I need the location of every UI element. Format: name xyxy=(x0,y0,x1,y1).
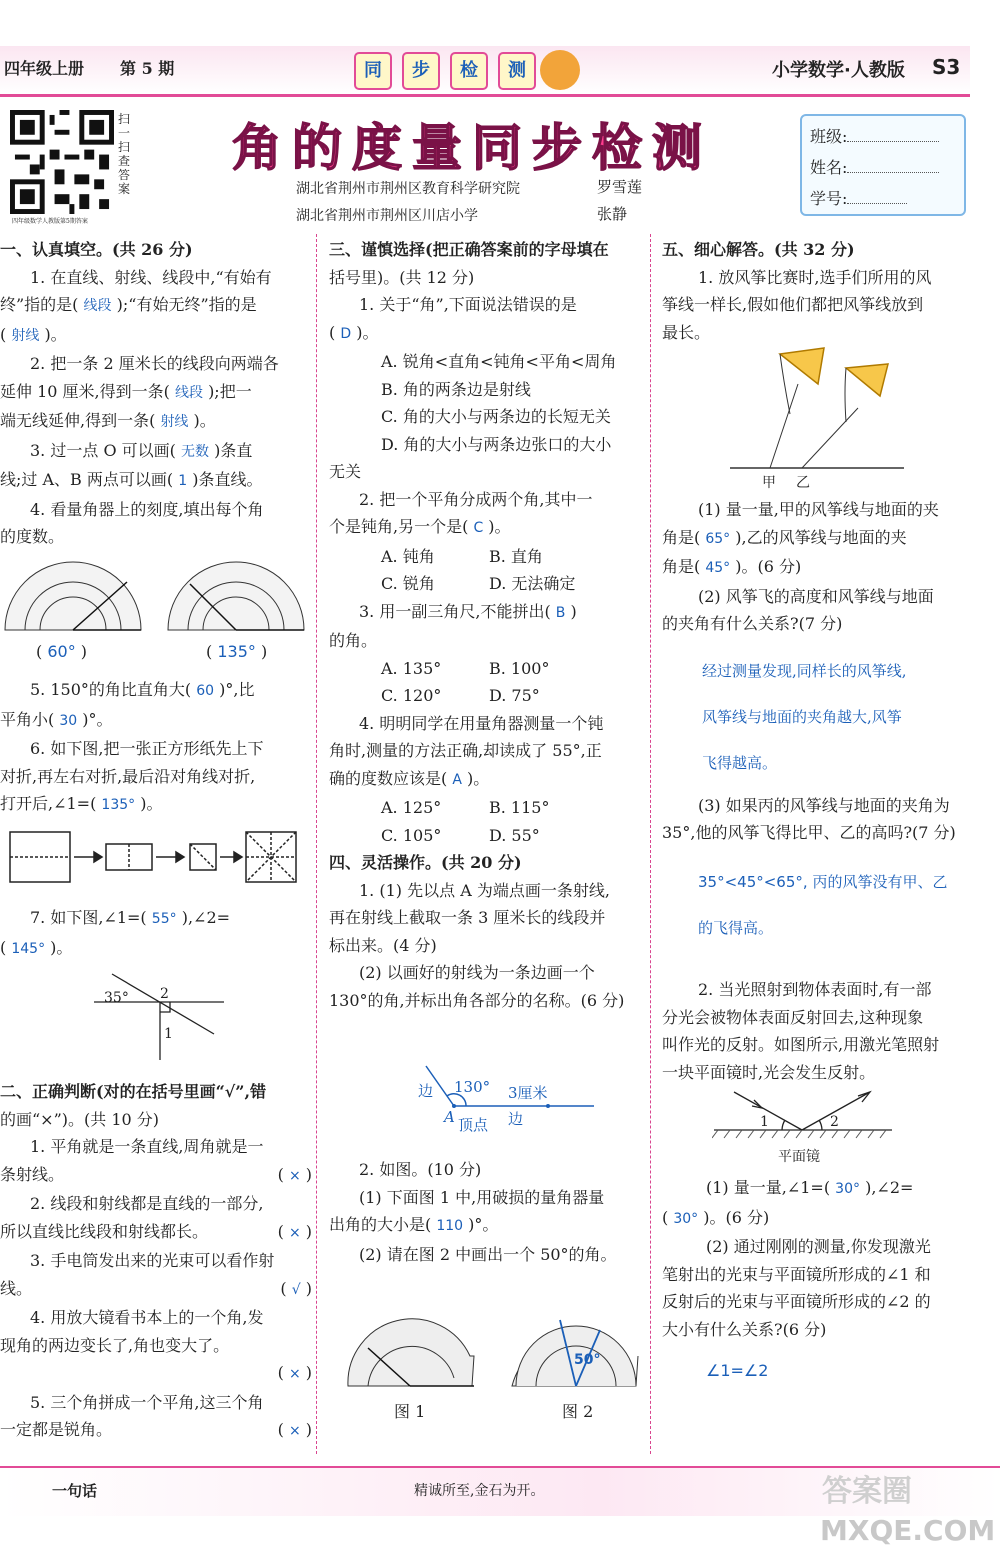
op-1-label-vertex: 顶点 xyxy=(458,1116,489,1134)
choice-2-answer: C xyxy=(473,520,484,536)
q1-2-text-e: )。 xyxy=(193,411,216,430)
judge-5-text-b: 一定都是锐角。 xyxy=(0,1420,113,1439)
q1-5-answer-1: 60 xyxy=(196,683,215,699)
q1-2-text-c: );把一 xyxy=(208,381,252,401)
judge-2-text: 2. 线段和射线都是直线的一部分, xyxy=(30,1194,264,1213)
q1-1-answer-1: 线段 xyxy=(83,298,112,314)
column-divider-1 xyxy=(316,234,317,1454)
q1-1-text-d: ( xyxy=(0,324,7,344)
q1-7-answer-2: 145° xyxy=(11,940,46,957)
section-3-heading-b: 括号里)。(共 12 分) xyxy=(329,267,475,287)
fig1-caption: 图 1 xyxy=(394,1402,426,1421)
q1-4-text-b: 的度数。 xyxy=(0,527,65,546)
section-3: 三、谨慎选择(把正确答案前的字母填在 括号里)。(共 12 分) 1. 关于“角”,下面说法错误的是 ( D )。 A. 锐角<直角<钝角<平角<周角 B. 角的两条边是射线 C. 角的大小与两条边的长短无关 D. 角的大小与两条边张口的大小 无关 2. 把一个平角分成两个角,其中一 个是钝角,另一个是( C )。 A. 钝角 B. 直角 C. 锐角 D. 无法确定 3. 用一副三角尺,不能拼出( B ) 的角。 A. 135° B. 100° C. 120° D. 75° 4. 明明同学在用量角器测量一个钝 角时,测量的方法正确,却读成了 55°,正 确的度数应该是( A )。 A. 125° B. 115° C. 105° D. 55° 四、灵活操作。(共 20 分) 1. (1) 先以点 A 为端点画一条射线, 再在射线上截取一条 3 厘米长的线段并 标出来。(4 分) (2) 以画好的射线为一条边画一个 130°的角,并标出角各部分的名称。(6 分) xyxy=(329,236,639,1014)
op-2-text-d: )°。 xyxy=(468,1215,499,1234)
mirror-label-1: 1 xyxy=(760,1114,769,1130)
q1-6-text-b: 对折,再左右对折,最后沿对角线对折, xyxy=(0,766,256,786)
choice-2-opt-d: D. 无法确定 xyxy=(489,574,576,593)
q1-4-answer-1: 60° xyxy=(47,642,76,661)
section-1-heading: 一、认真填空。(共 26 分) xyxy=(0,240,193,259)
q1-7-answer-1: 55° xyxy=(151,911,177,927)
q1-7-label-2: 2 xyxy=(160,986,169,1002)
op-1-label-length: 3厘米 xyxy=(508,1084,548,1102)
judge-1-text-b: 条射线。 xyxy=(0,1164,65,1184)
author-name-1: 罗雪莲 xyxy=(597,178,643,196)
choice-3-opt-c: C. 120° xyxy=(381,686,442,705)
protractor-2 xyxy=(168,562,304,630)
qr-caption: 四年级数学人教版第5期答案 xyxy=(12,218,88,225)
footer-left-label: 一句话 xyxy=(52,1482,98,1500)
q1-5-answer-2: 30 xyxy=(59,712,78,729)
choice-4-opt-b: B. 115° xyxy=(489,798,550,817)
q1-1-text-c: );“有始无终”指的是 xyxy=(116,295,257,314)
page-title: 角的度量同步检测 xyxy=(232,118,712,177)
choice-3-opt-a: A. 135° xyxy=(381,658,442,678)
tag-3: 检 xyxy=(450,52,488,90)
op-2-text-b: (1) 下面图 1 中,用破损的量角器量 xyxy=(359,1187,605,1207)
q1-1-text: 1. 在直线、射线、线段中,“有始有 xyxy=(30,267,272,287)
student-info-box xyxy=(800,114,966,216)
fig2-caption: 图 2 xyxy=(562,1402,594,1421)
solve-1-p2-text-b: 的夹角有什么关系?(7 分) xyxy=(662,614,843,633)
judge-2-paren: ( × ) xyxy=(277,1221,312,1241)
q1-5-text-b: )°,比 xyxy=(219,680,255,699)
hw2-line-3: 飞得越高。 xyxy=(702,753,778,772)
op-1-text-d: (2) 以画好的射线为一条边画一个 xyxy=(359,963,595,982)
solve-2-text-a: 2. 当光照射到物体表面时,有一部 xyxy=(698,980,932,999)
solve-2-text-d: 一块平面镜时,光会发生反射。 xyxy=(662,1062,876,1082)
solve-1-p1-text-d: 角是( xyxy=(662,557,701,576)
choice-4-opt-a: A. 125° xyxy=(381,798,442,817)
choice-4-text: 4. 明明同学在用量角器测量一个钝 xyxy=(359,713,604,733)
choice-1-answer: D xyxy=(340,325,352,342)
judge-2-text-b: 所以直线比线段和射线都长。 xyxy=(0,1221,209,1241)
choice-1-opt-c: C. 角的大小与两条边的长短无关 xyxy=(381,407,611,426)
judge-1-answer: × xyxy=(288,1167,301,1184)
section-2-heading-b: 的画“×”)。(共 10 分) xyxy=(0,1109,160,1129)
choice-2-opt-c: C. 锐角 xyxy=(381,574,435,593)
section-5 xyxy=(662,236,972,346)
kite-label-yi: 乙 xyxy=(796,475,810,491)
judge-3-answer: √ xyxy=(291,1281,301,1298)
judge-5-paren: ( × ) xyxy=(277,1420,312,1439)
page-number: S3 xyxy=(932,55,961,79)
op-1-text-c: 标出来。(4 分) xyxy=(329,935,437,955)
watermark-logo: 答案圈 xyxy=(822,1474,912,1509)
solve-2-answer-2: 30° xyxy=(673,1210,699,1227)
q1-1-text-e: )。 xyxy=(44,324,67,344)
op-1-text-a: 1. (1) 先以点 A 为端点画一条射线, xyxy=(359,880,610,900)
tag-1: 同 xyxy=(354,52,392,90)
solve-2-p1-text-c: ( xyxy=(662,1207,669,1227)
judge-4-text-b: 现角的两边变长了,角也变大了。 xyxy=(0,1335,230,1355)
kite-figure xyxy=(728,344,908,474)
op-1-label-side-1: 边 xyxy=(418,1082,434,1100)
tiger-mascot-icon xyxy=(540,50,580,90)
solve-1-handwriting-3 xyxy=(698,859,972,951)
op-2 xyxy=(329,1156,639,1268)
choice-4-opt-d: D. 55° xyxy=(489,825,540,845)
q1-6-text-c: 打开后,∠1=( xyxy=(0,794,97,813)
solve-2-p1-text-a: (1) 量一量,∠1=( xyxy=(706,1178,831,1197)
q1-1-answer-2: 射线 xyxy=(11,327,40,344)
solve-1-text-b: 筝线一样长,假如他们都把风筝线放到 xyxy=(662,295,924,314)
solve-2-p1-text-b: ),∠2= xyxy=(865,1178,914,1197)
judge-3-paren: ( √ ) xyxy=(280,1278,312,1298)
choice-4-text-c: 确的度数应该是( xyxy=(329,768,448,788)
op-2-text-a: 2. 如图。(10 分) xyxy=(359,1160,482,1179)
judge-1-paren: ( × ) xyxy=(277,1164,312,1184)
solve-2-p2-text-c: 反射后的光束与平面镜所形成的∠2 的 xyxy=(662,1292,931,1311)
judge-2-answer: × xyxy=(288,1224,301,1241)
paper-folding-figure xyxy=(8,830,298,886)
name-field[interactable] xyxy=(847,172,939,173)
op-1-text-e: 130°的角,并标出角各部分的名称。(6 分) xyxy=(329,990,625,1010)
choice-2-text-b: 个是钝角,另一个是( xyxy=(329,517,469,536)
q1-7-text-c: ( xyxy=(0,937,7,957)
section-2 xyxy=(0,1078,312,1446)
q1-2-answer-2: 射线 xyxy=(160,414,189,430)
solve-1-answer-1: 65° xyxy=(705,530,731,547)
choice-4-opt-c: C. 105° xyxy=(381,825,442,845)
op-2-text-e: (2) 请在图 2 中画出一个 50°的角。 xyxy=(359,1244,617,1264)
class-field[interactable] xyxy=(847,141,939,142)
q1-3-text-b: )条直 xyxy=(214,440,253,460)
op-1-label-angle: 130° xyxy=(454,1078,491,1096)
q1-5-text-d: )°。 xyxy=(82,709,113,729)
solve-1-handwriting-2 xyxy=(702,648,972,786)
solve-1-p3-text-a: (3) 如果丙的风筝线与地面的夹角为 xyxy=(698,795,950,815)
judge-4-paren: ( × ) xyxy=(277,1363,312,1382)
choice-1-paren: ( D )。 xyxy=(329,322,379,342)
mirror-caption: 平面镜 xyxy=(778,1149,820,1165)
mirror-reflection-figure xyxy=(712,1088,896,1142)
author-name-2: 张静 xyxy=(597,205,628,223)
qr-side-label: 扫一扫 查答案 xyxy=(118,112,131,196)
q1-7-label-35: 35° xyxy=(104,990,129,1006)
choice-1-opt-a: A. 锐角<直角<钝角<平角<周角 xyxy=(381,352,617,371)
op-1-label-A: A xyxy=(444,1108,455,1126)
judge-3-text: 3. 手电筒发出来的光束可以看作射 xyxy=(30,1251,275,1270)
solve-2-p2-text-d: 大小有什么关系?(6 分) xyxy=(662,1319,827,1339)
q1-6-answer: 135° xyxy=(101,797,136,813)
solve-1-text-c: 最长。 xyxy=(662,322,711,342)
choice-2-text: 2. 把一个平角分成两个角,其中一 xyxy=(359,489,593,509)
column-divider-2 xyxy=(650,234,651,1454)
choice-4-answer: A xyxy=(452,771,462,788)
q1-4-text: 4. 看量角器上的刻度,填出每个角 xyxy=(30,499,264,519)
choice-1-tail: 无关 xyxy=(329,462,362,481)
q1-2-answer-1: 线段 xyxy=(174,384,203,401)
q1-3-answer-1: 无数 xyxy=(180,443,209,460)
section-1 xyxy=(0,236,312,551)
choice-3-text-b: 的角。 xyxy=(329,631,378,650)
judge-5-text: 5. 三个角拼成一个平角,这三个角 xyxy=(30,1392,264,1412)
solve-1-p2-text-a: (2) 风筝飞的高度和风筝线与地面 xyxy=(698,586,934,606)
tag-2: 步 xyxy=(402,52,440,90)
op-1-label-side-2: 边 xyxy=(508,1110,524,1128)
id-field[interactable] xyxy=(847,203,907,204)
name-label: 姓名: xyxy=(810,158,848,177)
protractor-1 xyxy=(5,562,141,630)
judge-4-answer: × xyxy=(288,1366,301,1382)
judge-5-answer: × xyxy=(288,1423,301,1439)
issue-label: 第 5 期 xyxy=(120,59,175,78)
judge-3-text-b: 线。 xyxy=(0,1278,33,1298)
watermark-site: MXQE.COM xyxy=(820,1514,996,1547)
hw2-line-1: 经过测量发现,同样长的风筝线, xyxy=(702,661,907,680)
choice-4-text-b: 角时,测量的方法正确,却读成了 55°,正 xyxy=(329,741,602,760)
q1-2-text-b: 延伸 10 厘米,得到一条( xyxy=(0,381,170,401)
choice-1-text: 1. 关于“角”,下面说法错误的是 xyxy=(359,295,577,314)
op-2-answer: 110 xyxy=(436,1218,464,1234)
section-1-cont xyxy=(0,676,312,820)
fig2-answer-angle: 50° xyxy=(574,1352,601,1368)
q1-4-answer-2: 135° xyxy=(217,642,256,661)
author-org-1: 湖北省荆州市荆州区教育科学研究院 xyxy=(296,181,520,197)
q1-3-text-c: 线;过 A、B 两点可以画( xyxy=(0,470,174,489)
q1-4-paren-1: ( 60° ) xyxy=(36,642,88,661)
solve-2 xyxy=(662,976,972,1086)
op-2-text-c: 出角的大小是( xyxy=(329,1215,432,1234)
choice-1-opt-d: D. 角的大小与两条边张口的大小 xyxy=(381,434,612,454)
solve-2-p2-text-a: (2) 通过刚刚的测量,你发现激光 xyxy=(706,1237,931,1256)
q1-2-text-d: 端无线延伸,得到一条( xyxy=(0,411,156,430)
section-3-heading-a: 三、谨慎选择(把正确答案前的字母填在 xyxy=(329,240,609,259)
solve-2-text-b: 分光会被物体表面反射回去,这种现象 xyxy=(662,1007,924,1027)
solve-1-parts xyxy=(662,496,972,951)
op-1-text-b: 再在射线上截取一条 3 厘米长的线段并 xyxy=(329,908,606,927)
solve-1-p3-text-b: 35°,他的风筝飞得比甲、乙的高吗?(7 分) xyxy=(662,823,956,842)
grade-label: 四年级上册 xyxy=(4,59,85,78)
class-label: 班级: xyxy=(810,127,848,146)
q1-7-text-b: ),∠2= xyxy=(181,908,231,927)
section-2-heading-a: 二、正确判断(对的在括号里画“√”,错 xyxy=(0,1082,267,1101)
q1-7 xyxy=(0,904,312,963)
solve-1-p1-text-a: (1) 量一量,甲的风筝线与地面的夹 xyxy=(698,500,939,519)
q1-4-paren-2: ( 135° ) xyxy=(206,642,268,661)
solve-2-parts xyxy=(662,1174,972,1385)
q1-5-text: 5. 150°的角比直角大( xyxy=(30,680,192,699)
solve-2-p2-text-b: 笔射出的光束与平面镜所形成的∠1 和 xyxy=(662,1264,931,1284)
author-org-2: 湖北省荆州市荆州区川店小学 xyxy=(296,208,478,224)
solve-1-p1-text-e: )。(6 分) xyxy=(735,557,802,576)
hw2-line-2: 风筝线与地面的夹角越大,风筝 xyxy=(702,707,902,726)
solve-1-answer-2: 45° xyxy=(705,560,731,576)
solve-2-text-c: 叫作光的反射。如图所示,用激光笔照射 xyxy=(662,1035,940,1054)
q1-5-text-c: 平角小( xyxy=(0,709,55,729)
choice-2-opt-a: A. 钝角 xyxy=(381,546,435,566)
q1-2-text: 2. 把一条 2 厘米长的线段向两端各 xyxy=(30,354,279,373)
qr-code-icon[interactable] xyxy=(10,110,114,214)
q1-6-text: 6. 如下图,把一张正方形纸先上下 xyxy=(30,739,264,758)
solve-1-text-a: 1. 放风筝比赛时,选手们所用的风 xyxy=(698,267,932,287)
solve-2-answer-1: 30° xyxy=(835,1181,860,1197)
solve-1-p1-text-c: ),乙的风筝线与地面的夹 xyxy=(735,527,907,547)
q1-1-text-b: 终”指的是( xyxy=(0,295,79,314)
q1-7-text: 7. 如下图,∠1=( xyxy=(30,908,147,927)
q1-6-text-d: )。 xyxy=(140,794,163,813)
q1-3-text-d: )条直线。 xyxy=(192,470,263,489)
choice-3-answer: B xyxy=(555,604,566,621)
q1-3-text: 3. 过一点 O 可以画( xyxy=(30,440,176,460)
solve-1-p1-text-b: 角是( xyxy=(662,527,701,547)
tag-4: 测 xyxy=(498,52,536,90)
hw3-text: 丙的风筝没有甲、乙 xyxy=(812,872,948,891)
footer-quote: 精诚所至,金石为开。 xyxy=(414,1483,545,1499)
subject-label: 小学数学·人教版 xyxy=(772,60,905,81)
protractor-figures xyxy=(0,556,310,636)
solve-2-answer-3: ∠1=∠2 xyxy=(706,1361,769,1380)
hw3-inequality: 35°<45°<65°, xyxy=(698,872,808,891)
q1-7-text-d: )。 xyxy=(50,937,73,957)
choice-3-text: 3. 用一副三角尺,不能拼出( xyxy=(359,601,551,621)
choice-3-opt-b: B. 100° xyxy=(489,658,550,678)
choice-3-opt-d: D. 75° xyxy=(489,686,540,705)
solve-2-p1-text-d: )。(6 分) xyxy=(703,1207,770,1227)
id-label: 学号: xyxy=(810,189,848,208)
judge-1-text: 1. 平角就是一条直线,周角就是一 xyxy=(30,1137,264,1156)
section-5-heading: 五、细心解答。(共 32 分) xyxy=(662,240,855,259)
section-4-heading: 四、灵活操作。(共 20 分) xyxy=(329,853,522,872)
q1-7-label-1: 1 xyxy=(164,1026,173,1042)
mirror-label-2: 2 xyxy=(830,1114,839,1130)
q1-3-answer-2: 1 xyxy=(178,473,188,489)
choice-1-opt-b: B. 角的两条边是射线 xyxy=(381,379,531,399)
hw3-text-2: 的飞得高。 xyxy=(698,918,774,937)
judge-4-text: 4. 用放大镜看书本上的一个角,发 xyxy=(30,1308,264,1327)
choice-2-opt-b: B. 直角 xyxy=(489,546,543,566)
kite-label-jia: 甲 xyxy=(762,475,776,491)
